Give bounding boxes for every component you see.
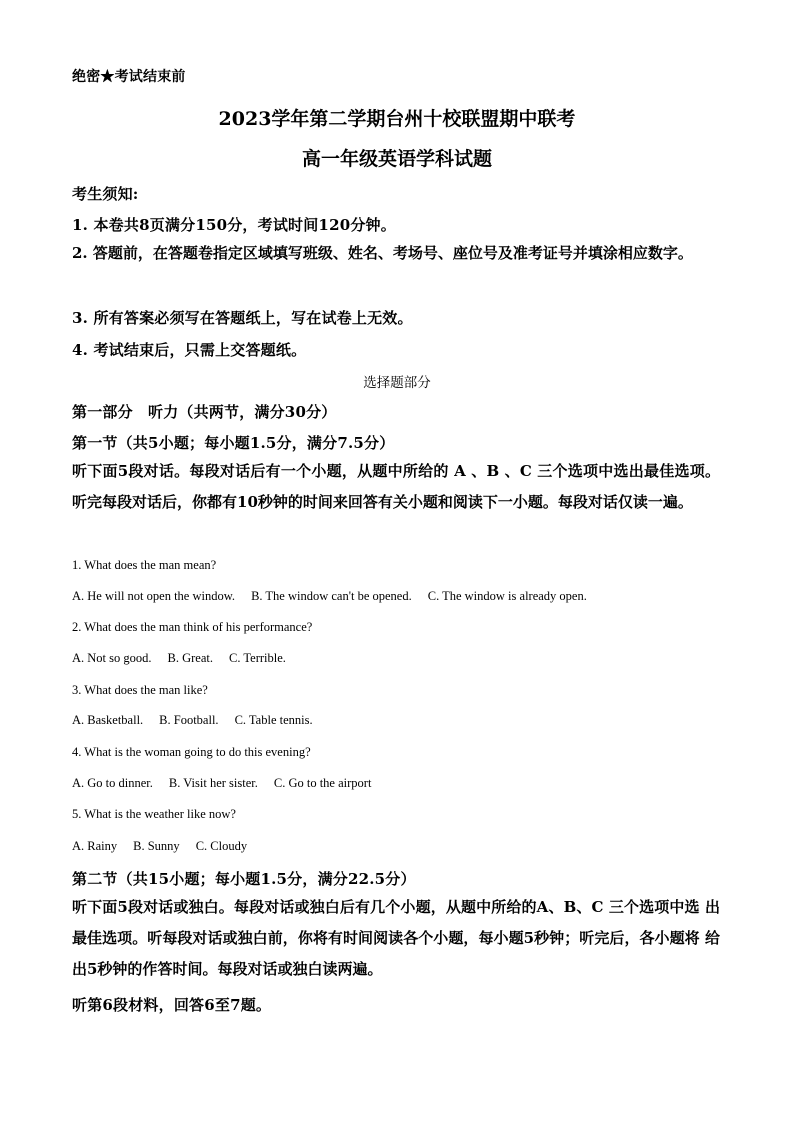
- notice-item: 3. 所有答案必须写在答题纸上，写在试卷上无效。: [72, 309, 413, 327]
- question-2-options: [72, 651, 302, 666]
- option-a: A. Not so good.: [72, 651, 152, 665]
- question-5: 5. What is the weather like now?: [72, 807, 236, 821]
- confidential-label: 绝密★考试结束前: [72, 69, 186, 85]
- exam-subtitle: 高一年级英语学科试题: [301, 148, 492, 170]
- question-3-options: [72, 713, 329, 728]
- material-6-instruction: 听第6段材料，回答6至7题。: [72, 996, 272, 1014]
- option-a: A. Go to dinner.: [72, 776, 153, 790]
- option-a: A. Rainy: [72, 839, 118, 853]
- notice-item: 2. 答题前，在答题卷指定区域填写班级、姓名、考场号、座位号及准考证号并填涂相应数字。: [72, 244, 693, 262]
- question-2: 2. What does the man think of his performance?: [72, 620, 313, 634]
- option-b: B. Great.: [167, 651, 214, 665]
- section-title: 选择题部分: [363, 375, 431, 391]
- option-a: A. Basketball.: [72, 713, 144, 727]
- section1-instructions: 听下面5段对话。每段对话后有一个小题，从题中所给的 A 、B 、C 三个选项中选出最佳选项。听完每段对话后，你都有10秒钟的时间来回答有关小题和阅读下一小题。每段对话仅读一遍。: [72, 462, 720, 511]
- option-b: B. Visit her sister.: [168, 776, 258, 790]
- exam-title: 2023学年第二学期台州十校联盟期中联考: [218, 108, 576, 130]
- notice-heading: 考生须知:: [72, 185, 139, 203]
- question-1: 1. What does the man mean?: [72, 558, 217, 572]
- option-a: A. He will not open the window.: [72, 589, 236, 603]
- question-4-options: [72, 776, 387, 791]
- option-b: B. Football.: [159, 713, 219, 727]
- question-1-options: [72, 589, 603, 604]
- option-c: C. Terrible.: [229, 651, 286, 665]
- notice-item: 1. 本卷共8页满分150分，考试时间120分钟。: [72, 216, 396, 234]
- section2-instructions: 听下面5段对话或独白。每段对话或独白后有几个小题，从题中所给的A、B、C 三个选项中选 出最佳选项。听每段对话或独白前，你将有时间阅读各个小题，每小题5秒钟；听完后，各小题将 给出5秒钟的作答时间。每段对话或独白读两遍。: [72, 898, 720, 978]
- option-b: B. Sunny: [133, 839, 180, 853]
- option-c: C. The window is already open.: [427, 589, 587, 603]
- notice-item: 4. 考试结束后，只需上交答题纸。: [72, 341, 307, 359]
- section2-heading: 第二节（共15小题；每小题1.5分，满分22.5分）: [72, 870, 416, 888]
- option-c: C. Table tennis.: [234, 713, 313, 727]
- question-5-options: [72, 839, 263, 854]
- option-c: C. Cloudy: [195, 839, 248, 853]
- question-4: 4. What is the woman going to do this evening?: [72, 745, 311, 759]
- part1-heading: 第一部分 听力（共两节，满分30分）: [72, 403, 337, 421]
- section1-heading: 第一节（共5小题；每小题1.5分，满分7.5分）: [72, 434, 395, 452]
- option-c: C. Go to the airport: [273, 776, 372, 790]
- option-b: B. The window can't be opened.: [251, 589, 412, 603]
- question-3: 3. What does the man like?: [72, 683, 208, 697]
